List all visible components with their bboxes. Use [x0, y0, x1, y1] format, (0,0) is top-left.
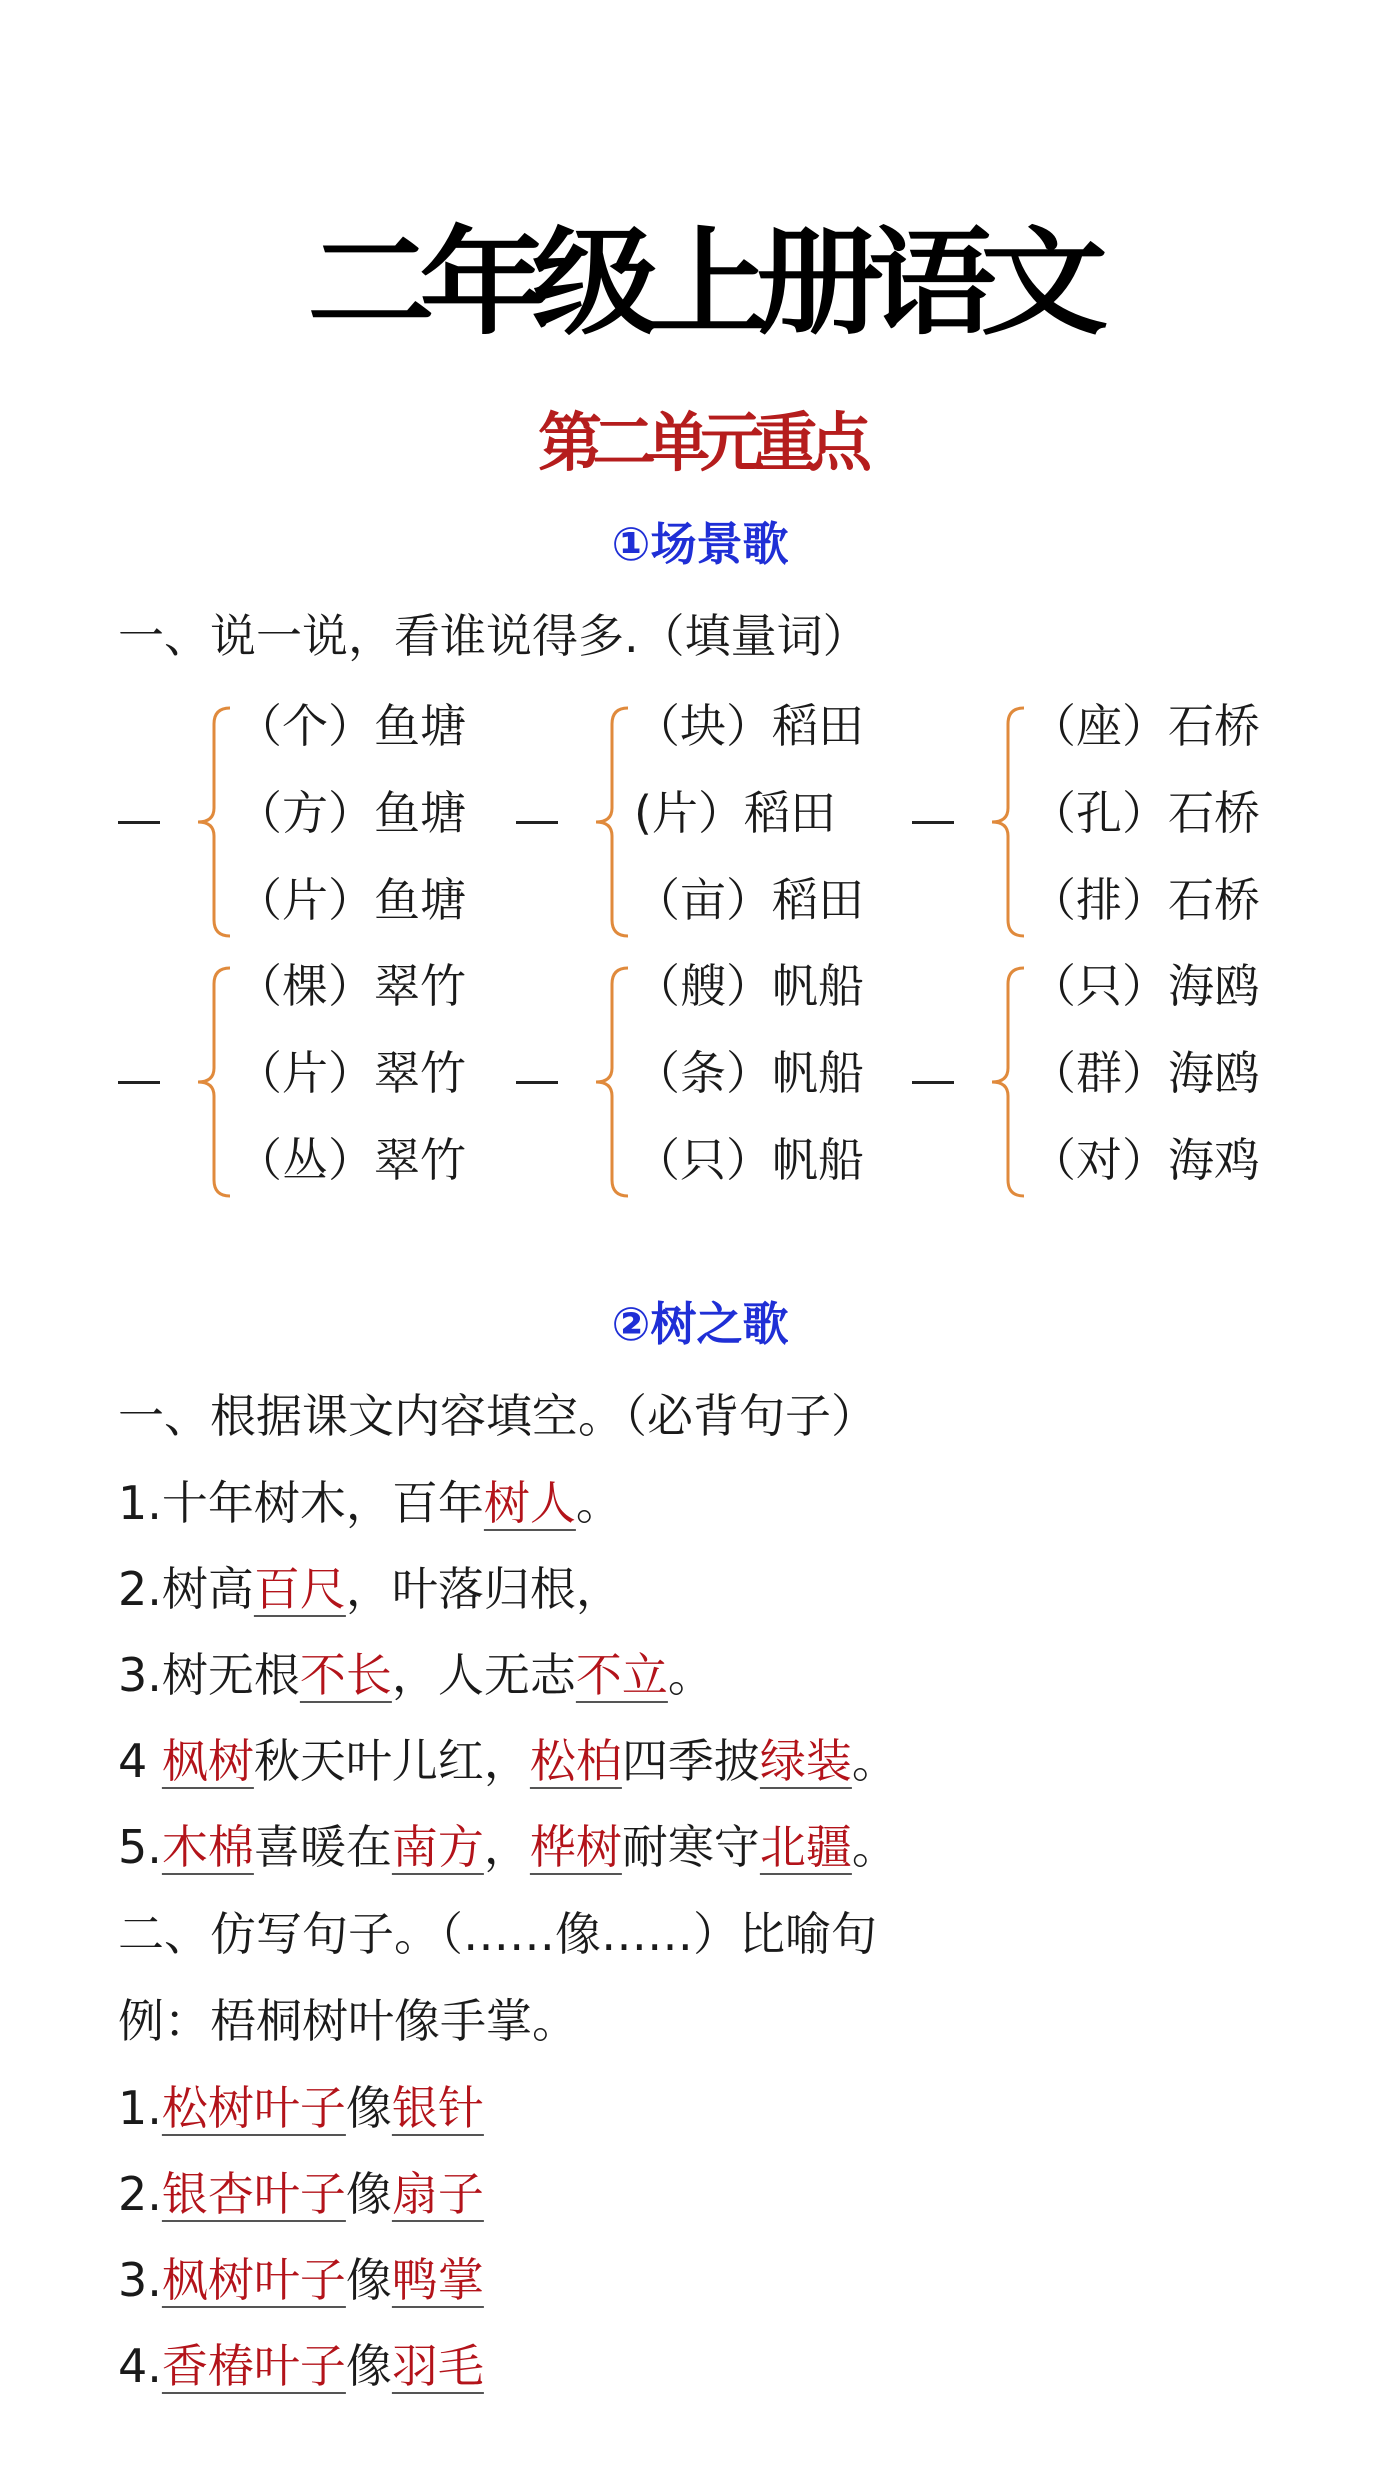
simile-line [118, 2158, 484, 2224]
measure-word-group [118, 690, 518, 960]
answer-text: 不长 [299, 1648, 392, 1702]
fill-blank-line [118, 1467, 622, 1533]
answer-text: 鸭掌 [391, 2253, 484, 2307]
measure-word-item: （块）稻田 [634, 699, 864, 753]
answer-text: 桦树 [529, 1820, 622, 1874]
sentence-text: 。 [851, 1734, 898, 1788]
measure-word-group [516, 690, 916, 960]
answer-text: 银杏叶子 [161, 2167, 346, 2221]
answer-text: 枫树叶子 [161, 2253, 346, 2307]
sentence-text: 1.十年树木，百年 [118, 1476, 484, 1530]
sentence-text: 耐寒守 [621, 1820, 760, 1874]
answer-text: 绿装 [759, 1734, 852, 1788]
simile-line [118, 2072, 484, 2138]
curly-brace-icon [592, 704, 632, 940]
curly-brace-icon [194, 964, 234, 1200]
measure-word-item: （棵）翠竹 [236, 959, 466, 1013]
sentence-text: 像 [345, 2339, 392, 2393]
measure-word-item: （座）石桥 [1030, 699, 1260, 753]
sentence-text: 四季披 [621, 1734, 760, 1788]
question-fill-blanks: 一、根据课文内容填空。（必背句子） [118, 1389, 877, 1443]
sentence-text: ，人无志 [391, 1648, 576, 1702]
answer-text: 香椿叶子 [161, 2339, 346, 2393]
sentence-text: ，叶落归根， [345, 1562, 622, 1616]
curly-brace-icon [988, 704, 1028, 940]
answer-text: 银针 [391, 2081, 484, 2135]
fill-blank-line [118, 1811, 898, 1877]
sentence-text: 1. [118, 2081, 162, 2135]
number-one-dash [912, 821, 954, 824]
measure-word-item: （群）海鸥 [1030, 1046, 1260, 1100]
measure-word-group [118, 950, 518, 1220]
sentence-text: 。 [575, 1476, 622, 1530]
number-one-dash [516, 821, 558, 824]
fill-blank-line [118, 1553, 622, 1619]
measure-word-item: （条）帆船 [634, 1046, 864, 1100]
sentence-text: 像 [345, 2167, 392, 2221]
measure-word-item: （个）鱼塘 [236, 699, 466, 753]
section-title-scene-song: ①场景歌 [611, 517, 789, 571]
sentence-text: 4 [118, 1734, 162, 1788]
measure-word-item: （孔）石桥 [1030, 786, 1260, 840]
sentence-text: 像 [345, 2081, 392, 2135]
measure-word-group [516, 950, 916, 1220]
measure-word-item: （排）石桥 [1030, 873, 1260, 927]
sentence-text: ， [483, 1820, 530, 1874]
answer-text: 枫树 [161, 1734, 254, 1788]
measure-word-item: （丛）翠竹 [236, 1133, 466, 1187]
measure-word-item: （艘）帆船 [634, 959, 864, 1013]
answer-text: 扇子 [391, 2167, 484, 2221]
sentence-text: 像 [345, 2253, 392, 2307]
sentence-text: 。 [851, 1820, 898, 1874]
measure-word-item: （只）海鸥 [1030, 959, 1260, 1013]
simile-line [118, 2330, 484, 2396]
answer-text: 北疆 [759, 1820, 852, 1874]
sentence-text: 2.树高 [118, 1562, 254, 1616]
simile-example: 例：梧桐树叶像手掌。 [118, 1994, 578, 2048]
measure-word-group [912, 690, 1312, 960]
measure-word-item: （片）鱼塘 [236, 873, 466, 927]
simile-line [118, 2244, 484, 2310]
sentence-text: 5. [118, 1820, 162, 1874]
sentence-text: 3. [118, 2253, 162, 2307]
measure-word-group [912, 950, 1312, 1220]
sentence-text: 。 [667, 1648, 714, 1702]
measure-word-item: （亩）稻田 [634, 873, 864, 927]
section-title-tree-song: ②树之歌 [611, 1297, 789, 1351]
question-measure-words: 一、说一说，看谁说得多.（填量词） [118, 609, 869, 663]
subtitle: 第二单元重点 [538, 407, 862, 481]
answer-text: 木棉 [161, 1820, 254, 1874]
number-one-dash [118, 1081, 160, 1084]
sentence-text: 2. [118, 2167, 162, 2221]
answer-text: 树人 [483, 1476, 576, 1530]
measure-word-item: （片）翠竹 [236, 1046, 466, 1100]
curly-brace-icon [988, 964, 1028, 1200]
fill-blank-line [118, 1725, 898, 1791]
number-one-dash [516, 1081, 558, 1084]
answer-text: 南方 [391, 1820, 484, 1874]
measure-word-item: (片）稻田 [634, 786, 836, 840]
sentence-text: 喜暖在 [253, 1820, 392, 1874]
curly-brace-icon [592, 964, 632, 1200]
answer-text: 不立 [575, 1648, 668, 1702]
number-one-dash [118, 821, 160, 824]
answer-text: 羽毛 [391, 2339, 484, 2393]
answer-text: 松柏 [529, 1734, 622, 1788]
sentence-text: 4. [118, 2339, 162, 2393]
number-one-dash [912, 1081, 954, 1084]
measure-word-item: （只）帆船 [634, 1133, 864, 1187]
question-simile: 二、仿写句子。（……像……）比喻句 [118, 1907, 877, 1961]
measure-word-item: （对）海鸡 [1030, 1133, 1260, 1187]
answer-text: 百尺 [253, 1562, 346, 1616]
fill-blank-line [118, 1639, 714, 1705]
curly-brace-icon [194, 704, 234, 940]
sentence-text: 秋天叶儿红， [253, 1734, 530, 1788]
main-title: 二年级上册语文 [307, 216, 1093, 351]
answer-text: 松树叶子 [161, 2081, 346, 2135]
measure-word-item: （方）鱼塘 [236, 786, 466, 840]
sentence-text: 3.树无根 [118, 1648, 300, 1702]
